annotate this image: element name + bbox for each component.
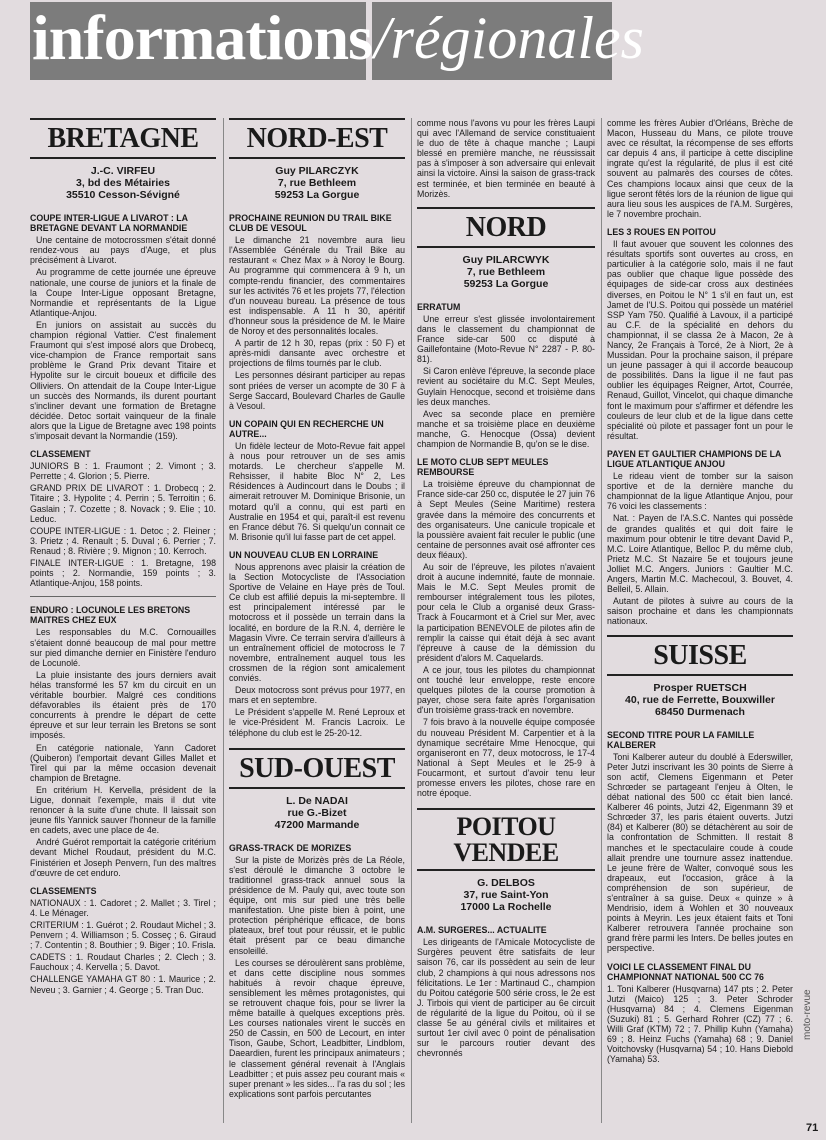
article-paragraph: Sur la piste de Morizès près de La Réole, s'est déroulé le dimanche 3 octobre le traditionnel grass-track annuel sous la présidence de M. Pauly qui, avec toute son équipe, ont mis sur pied une très belle manifestation. Une piste bien à point, une protection périphérique efficace, de bons plateaux, bref tout pour réussir, et le public était présent par ce beau dimanche ensoleillé.	[229, 854, 405, 956]
result-line: CHALLENGE YAMAHA GT 80 : 1. Maurice ; 2. Neveu ; 3. Garnier ; 4. George ; 5. Tran Duc.	[30, 974, 216, 995]
article-paragraph: Les responsables du M.C. Cornouailles s'étaient donné beaucoup de mal pour mettre sur pied dimanche dernier en Finistère l'enduro de Locunolé.	[30, 627, 216, 668]
result-line: CADETS : 1. Roudaut Charles ; 2. Clech ; 3. Fauchoux ; 4. Kervella ; 5. Davot.	[30, 952, 216, 973]
correspondent-address	[229, 795, 405, 831]
result-line: 1. Toni Kalberer (Husqvarna) 147 pts ; 2. Peter Jutzi (Maico) 125 ; 3. Peter Schroder (Husqvarna) 84 ; 4. Clemens Eigenman (Suzuki) 81 ; 5. Gerhard Rohrer (CZ) 77 ; 6. Willi Graf (KTM) 72 ; 7. Phillip Kuhn (Yamaha) 69 ; 8. Heinz Fuchs (Yamaha) 68 ; 9. Daniel Voitchovsky (Husqvarna) 54 ; 10. Hans Diebold (Yamaha) 53.	[607, 983, 793, 1065]
article-paragraph: Une centaine de motocrossmen s'était donné rendez-vous au pays d'Auge, et plus précisément à Livarot.	[30, 235, 216, 266]
article-paragraph: Le dimanche 21 novembre aura lieu l'Assemblée Générale du Trail Bike au restaurant « Chez Max » à Noroy le Bourg. Au programme qui commencera à 9 h, un compte-rendu financier, des commentaires sur les activités 76 et les projets 77, l'élection d'un nouveau bureau. La présence de tous est indispensable. A 11 h 30, apéritif d'honneur sous la présidence de M. le Maire de Noroy et des personnalités locales.	[229, 235, 405, 337]
address-line: 37, rue Saint-Yon	[463, 889, 549, 902]
article-title: UN NOUVEAU CLUB EN LORRAINE	[229, 549, 379, 560]
article-title: COUPE INTER-LIGUE A LIVAROT : LA BRETAGNE DEVANT LA NORMANDIE	[30, 213, 188, 234]
region-heading-nord-est: NORD-EST	[229, 118, 405, 159]
column-divider	[411, 118, 412, 1123]
article-paragraph: Le Président s'appelle M. René Leproux et le vice-Président M. Francis Lacroix. Le téléphone du club est le 25-20-12.	[229, 707, 405, 738]
article-paragraph: Deux motocross sont prévus pour 1977, en mars et en septembre.	[229, 685, 405, 706]
region-heading-bretagne: BRETAGNE	[30, 118, 216, 159]
result-line: CRITERIUM : 1. Guérot ; 2. Roudaut Michel ; 3. Penvern ; 4. Williamson ; 5. Cosseç ; 6. Giraud ; 7. Contentin ; 8. Bouthier ; 9. Biger ; 10. Frisla.	[30, 920, 216, 951]
address-line: 68450 Durmenach	[655, 705, 745, 718]
address-line: Guy PILARCZYK	[275, 165, 359, 177]
column-divider	[601, 118, 602, 1123]
article-paragraph: A partir de 12 h 30, repas (prix : 50 F) et après-midi dansante avec orchestre et projections de films tournés par le club.	[229, 338, 405, 369]
article-title: PAYEN ET GAULTIER CHAMPIONS DE LA LIGUE ATLANTIQUE ANJOU	[607, 448, 781, 469]
address-line: 7, rue Bethleem	[277, 177, 357, 189]
article-paragraph: comme les frères Aubier d'Orléans, Brèche de Macon, Husseau du Mans, ce pilote trouve avec ce résultat, la récompense de ses efforts car depuis 4 ans, il participe à cette discipline ingrate qu'est la régularité, de plus il est cité souvent au palmarès des courses de côtes. Ces champions locaux ainsi que ceux de la ligue seront fêtés lors de la réunion de ligue qui aura lieu sous les auspices de l'A.M. Surgères, le 7 novembre prochain.	[607, 118, 793, 219]
magazine-name: moto-revue	[802, 989, 813, 1040]
article-paragraph: Au programme de cette journée une épreuve nationale, une course de juniors et la finale de la Coupe Inter-Ligue opposant Bretagne, Normandie et représentants de la Ligue Atlantique-Anjou.	[30, 267, 216, 318]
article-paragraph: Les dirigeants de l'Amicale Motocycliste de Surgères peuvent être satisfaits de leur saison 76, car ils possèdent au sein de leur club, 2 champions à qui nous adressons nos félicitations. Le 1er : Martinaud C., champion du Poitou catégorie 500 série cross, le 2e est J. Tirbois qui vient de participer au 6e circuit de régularité de la ligue du Poitou, où il se classe 5e au général civils et militaires et surtout 1er civil avec 0 point de pénalisation sur le parcours routier devant des chevronnés	[417, 937, 595, 1059]
article-paragraph: Un fidèle lecteur de Moto-Revue fait appel à nous pour retrouver un de ses amis motards. Le chercheur s'appelle M. Rehsisser, il habite Bloc N° 2, Les Résidences à Audincourt dans le Doubs ; il aimerait retrouver M. Dominique Brisonie, un motard qu'il a connu, qui est parti en Australie en 1954 et qui, paraît-il est revenu en France début 76. Si quelqu'un connait ce M. Brisonie qu'il lui fasse part de cet appel.	[229, 440, 405, 542]
article-paragraph: Les personnes désirant participer au repas sont priées de verser un acompte de 30 F à Serge Saccard, Boulevard Charles de Gaulle à Vesoul.	[229, 370, 405, 411]
article-title: A.M. SURGERES... ACTUALITE	[417, 925, 547, 936]
article-title: VOICI LE CLASSEMENT FINAL DU CHAMPIONNAT NATIONAL 500 CC 76	[607, 961, 764, 982]
correspondent-address	[417, 877, 595, 913]
article-paragraph: comme nous l'avons vu pour les frères Laupi qui avec l'Allemand de service constituaient le duo de tête à chaque manche ; Laupi blessé en première manche, ne réussissait pas à s'imposer à son adversaire qui enlevait ainsi la victoire. Ainsi la saison de grass-track est terminée, et bien terminée en beauté à Morizès.	[417, 118, 595, 199]
address-line: L. De NADAI	[286, 794, 348, 807]
article-title: PROCHAINE REUNION DU TRAIL BIKE CLUB DE VESOUL	[229, 213, 392, 234]
article-paragraph: La troisième épreuve du championnat de France side-car 250 cc, disputée le 27 juin 76 à Sept Meules (Seine Maritime) restera gravée dans la mémoire des concurrents et des organisateurs. Une canicule tropicale et la poussière avaient fait reculer le public (une centaine de personnes avait osé affronter ces deux fléaux).	[417, 479, 595, 560]
region-heading-poitou-vendee: POITOU VENDEE	[417, 808, 595, 871]
article-paragraph: Nat. : Payen de l'A.S.C. Nantes qui possède de grandes qualités et qui doit faire le maximum pour obtenir le titre devant David P., M.C. Loire Atlantique, Belloc P. du même club, Prietz M.C. St Nazaire 5e et toujours jeune Jolliet M.C. Angers. Juniors : Gaultier M.C. Angers, Martin M.C. Machecoul, 3. Bouvet, 4. Belleil, 5. Allain.	[607, 513, 793, 595]
article-paragraph: 7 fois bravo à la nouvelle équipe composée du nouveau Président M. Carpentier et à la dynamique secrétaire Mme Henocque, qui organiseront en 77, deux motocross, le 17-4 National à Sept Meules et le 25-9 à Foucarmont, et surtout d'avoir tenu leur promesse envers les pilotes, chose rare en notre époque.	[417, 717, 595, 799]
header-title-italic: /régionales	[374, 5, 644, 71]
result-line: FINALE INTER-LIGUE : 1. Bretagne, 198 points ; 2. Normandie, 159 points ; 3. Atlantique-Anjou, 158 points.	[30, 558, 216, 589]
article-title: UN COPAIN QUI EN RECHERCHE UN AUTRE...	[229, 418, 384, 439]
column-poitou-suisse	[607, 118, 793, 1130]
article-paragraph: En juniors on assistait au succès du champion régional Vattier. C'est finalement Fraumont qui s'est imposé alors que Drobecq, vice-champion de France remportait sans problème le Grand Prix devant Titaire et Hypolite sur le circuit boueux et difficile des Olliviers. On attendait de la Coupe Inter-Ligue un succès des Normands, ils durent pourtant s'incliner devant une formation de Bretagne décidée. Detoc sortait vainqueur de la finale alors que la Ligue de Bretagne avec 198 points s'imposait devant la Normandie (159).	[30, 319, 216, 441]
column-divider	[223, 118, 224, 1123]
column-nord-poitou	[417, 118, 595, 1130]
address-line: G. DELBOS	[477, 877, 535, 890]
article-paragraph: En critérium H. Kervella, président de la Ligue, donnait l'exemple, mais il dut vite renoncer à la suite d'une chute. Il laissait son jeune fils Yannick sauver l'honneur de la famille en cadets, avec une place de 4e.	[30, 784, 216, 836]
header-title-bold: informations	[32, 2, 372, 73]
article-paragraph: Avec sa seconde place en première manche et sa troisième place en deuxième manche, G. Henocque (Ossa) devient champion de Normandie B, qu'on se le dise.	[417, 408, 595, 449]
column-nord-est	[229, 118, 405, 1130]
region-heading-sud-ouest: SUD-OUEST	[229, 748, 405, 789]
article-paragraph: Nous apprenons avec plaisir la création de la Section Motocycliste de l'Association Sportive de Velaine en Haye près de Toul. Ce club est affilié depuis la mi-septembre. Il est principalement intéressé par le motocross et il possède un terrain dans la localité, en bordure de la R.N. 4, derrière le Magasin Vivre. Ce terrain servira d'ailleurs à un entraînement officiel de motocross le 7 novembre, entraînement auquel tous les crossmen de la région sont amicalement conviés.	[229, 562, 405, 684]
article-paragraph: Toni Kalberer auteur du doublé à Ederswiller, Peter Jutzi inscrivant les 30 points de Sierre à son actif, Clemens Eigenmann et Peter Schrœder se partageant l'enjeu à Olten, le débat national des 500 cc était bien lancé. Kalberer 46 points, Jutzi 42, Eigenmann 39 et Schrœder 37, les paris étaient ouverts. Jutzi (84) et Kalberer (80) se détachèrent au soir de la confrontation de Schmitten. Il restait 8 manches et le spectaculaire coude à coude allait prendre une tournure assez inattendue. Le jeune frère de Walter, convoqué sous les drapeaux, eut l'occasion, grâce à la compréhension de son supérieur, de s'entraîner à sa guise. Deux « quinze » à Mendrisio, idem à Wohlen et 30 nouveaux points à Meyrin. Les jeux étaient faits et Toni Kalberer retrouvera l'année prochaine son grand frère parmi les Inters. De belles joutes en perspective.	[607, 751, 793, 954]
region-heading-suisse: SUISSE	[607, 635, 793, 676]
address-line: 17000 La Rochelle	[460, 901, 552, 914]
address-line: 59253 La Gorgue	[274, 189, 360, 201]
article-title: GRASS-TRACK DE MORIZES	[229, 842, 352, 853]
address-line: 59253 La Gorgue	[463, 277, 549, 290]
article-paragraph: En catégorie nationale, Yann Cadoret (Quiberon) l'emportait devant Gilles Mallet et Tirel qui par la même occasion devenait champion de Bretagne.	[30, 742, 216, 783]
article-paragraph: Il faut avouer que souvent les colonnes des résultats sportifs sont ouvertes au cross, en particulier à la catégorie solo, mais il ne faut pas oublier que chaque ligue possède des équipages de side-car cross aux destinées diverses, en Poitou le N° 1 s'il en faut un, est Jamet de l'U.S. Poitou qui possède un matériel SSP Yam 750. Qualifié à Lavoux, il a participé au C.F. de la spécialité en dehors du championnat, il se classa 2e à Macon, 2e à Nancy, 2e Français à Torcé, 2e à Niort, 2e à Mussidan. Pour la prochaine saison, il prépare un jeune passager à qui il accorde beaucoup de possibilités. Dans la ligue il ne faut pas oublier les équipages Reigner, Artot, Courrée, Renaud, Guillot, Vincelot, qui chaque dimanche font le maximum pour s'affirmer et défendre les couleurs de leur club et de la ligue dans cette spécialité où pilote et passager font un pour le résultat.	[607, 239, 793, 441]
section-separator	[30, 596, 216, 597]
article-title: ERRATUM	[417, 301, 461, 312]
correspondent-address	[417, 254, 595, 290]
address-line: 7, rue Bethleem	[466, 265, 546, 278]
result-line: GRAND PRIX DE LIVAROT : 1. Drobecq ; 2. Titaire ; 3. Hypolite ; 4. Perrin ; 5. Terroitin ; 6. Gaslain ; 7. Cozette ; 8. Novack ; 9. Elie ; 10. Leduc.	[30, 483, 216, 524]
correspondent-address	[229, 165, 405, 201]
result-line: JUNIORS B : 1. Fraumont ; 2. Vimont ; 3. Perrette ; 4. Glorion ; 5. Pierre.	[30, 461, 216, 482]
address-line: 40, rue de Ferrette, Bouxwiller	[625, 693, 775, 706]
result-line: COUPE INTER-LIGUE : 1. Detoc ; 2. Fleiner ; 3. Prietz ; 4. Renault ; 5. Duval ; 6. Perrier ; 7. Renaud ; 8. Rivière ; 9. Mignon ; 10. Kerroch.	[30, 525, 216, 556]
article-paragraph: Si Caron enlève l'épreuve, la seconde place revient au sociétaire du M.C. Sept Meules, Guylain Henocque, second et troisième dans les deux manches.	[417, 366, 595, 407]
article-paragraph: Autant de pilotes à suivre au cours de la saison prochaine et dans les championnats nationaux.	[607, 596, 793, 627]
article-paragraph: André Guérot remportait la catégorie critérium devant Michel Roudaut, président du M.C. Finistérien et Joseph Penvern, l'un des maîtres d'œuvre de cet enduro.	[30, 837, 216, 878]
article-title: ENDURO : LOCUNOLE LES BRETONS MAITRES CHEZ EUX	[30, 605, 191, 626]
address-line: J.-C. VIRFEU	[90, 165, 156, 177]
article-paragraph: Le rideau vient de tomber sur la saison sportive et de la dernière manche du championnat de la ligue Atlantique Anjou, pour 76 voici les classements :	[607, 471, 793, 512]
page-header	[0, 0, 826, 80]
article-subtitle: CLASSEMENTS	[30, 885, 97, 896]
address-line: 3, bd des Métairies	[76, 177, 170, 189]
address-line: rue G.-Bizet	[287, 806, 347, 819]
address-line: 47200 Marmande	[274, 818, 360, 831]
article-paragraph: A ce jour, tous les pilotes du championnat ont touché leur enveloppe, reste encore quelques pilotes de la course promotion à payer, chose sera faite après l'organisation d'un troisième grass-track en novembre.	[417, 664, 595, 716]
correspondent-address	[30, 165, 216, 201]
article-title: SECOND TITRE POUR LA FAMILLE KALBERER	[607, 729, 755, 750]
correspondent-address	[607, 682, 793, 718]
address-line: 35510 Cesson-Sévigné	[66, 189, 180, 201]
result-line: NATIONAUX : 1. Cadoret ; 2. Mallet ; 3. Tirel ; 4. Le Ménager.	[30, 897, 216, 918]
article-subtitle: CLASSEMENT	[30, 449, 91, 460]
article-paragraph: Au soir de l'épreuve, les pilotes n'avaient droit à aucune indemnité, faute de monnaie. Mais le M.C. Sept Meules promit de rembourser intégralement tous les pilotes, pour cela le Club a organisé deux Grass-Track à Foucarmont et à Criel sur Mer, avec la participation BENEVOLE de pilotes afin de remplir la caisse qui était déjà à sec avant l'épreuve à cause de la démission du président d'alors M. Caquelards.	[417, 562, 595, 663]
region-heading-nord: NORD	[417, 207, 595, 248]
column-bretagne	[30, 118, 216, 1130]
address-line: Guy PILARCWYK	[462, 253, 550, 266]
article-paragraph: Les courses se déroulèrent sans problème, et dans cette discipline nous sommes habitués à revoir chaque épreuve, sensiblement les mêmes protagonistes, qui se retrouvent chaque fois, pour se livrer la même bataille à quelques exceptions près. Les courses nationales virent le succès en 250 de Cassin, en 500 de Lecourt, en inter Tison, Gaube, Schort, Leadbitter, Lindblom, Daeardien, furent les principaux animateurs ; le classement général revenait à l'Anglais Leadbitter ; et puis assez peu courant mais « super prenant » les sides... l'a ras du sol ; les explications sont parfois percutantes	[229, 957, 405, 1099]
article-title: LE MOTO CLUB SEPT MEULES REMBOURSE	[417, 457, 549, 478]
article-title: LES 3 ROUES EN POITOU	[607, 226, 716, 237]
article-paragraph: La pluie insistante des jours derniers avait hélas transformé les 57 km du circuit en un véritable bourbier. Malgré ces conditions défavorables ils étaient près de 170 concurrents à prendre le départ de cette épreuve et sur leur terrain les Bretons se sont imposés.	[30, 669, 216, 741]
address-line: Prosper RUETSCH	[653, 681, 747, 694]
page-number: 71	[806, 1122, 819, 1134]
article-paragraph: Une erreur s'est glissée involontairement dans le classement du championnat de France side-car 500 cc disputé à Gaillefontaine (Moto-Revue N° 2287 - P. 80-81).	[417, 313, 595, 365]
